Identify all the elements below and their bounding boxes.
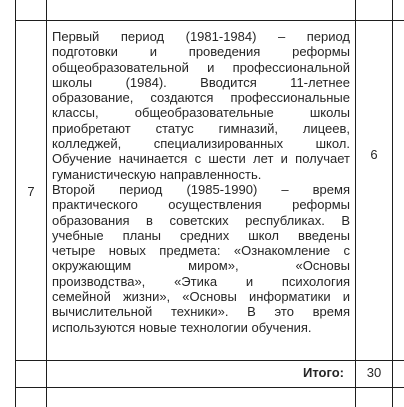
text-line: гуманистическую направленность. xyxy=(52,166,262,182)
text-line: подготовки и проведения реформы xyxy=(52,44,350,60)
total-label: Итого: xyxy=(303,365,344,380)
text-line: образования в советских республиках. В xyxy=(52,212,350,228)
table-border-bottom xyxy=(15,387,404,388)
text-line: семейной жизни», «Основы информатики и xyxy=(52,289,350,305)
text-line: колледжей, специализированных школ. xyxy=(52,136,350,152)
text-line: окружающим миром», «Основы xyxy=(52,258,350,274)
table-column-divider xyxy=(46,0,47,407)
total-value: 30 xyxy=(366,365,382,380)
text-line: приобретают статус гимназий, лицеев, xyxy=(52,120,350,136)
text-line: общеобразовательной и профессиональной xyxy=(52,59,350,75)
text-line: практического осуществления реформы xyxy=(52,197,350,213)
text-line: школы (1984). Вводится 11-летнее xyxy=(52,74,350,90)
hours-value: 6 xyxy=(370,147,378,162)
text-line: используются новые технологии обучения. xyxy=(52,319,312,335)
text-line: Первый период (1981-1984) – период xyxy=(52,29,350,44)
text-line: учебные планы средних школ введены xyxy=(52,227,350,243)
table-border-right xyxy=(392,0,393,407)
text-line: Второй период (1985-1990) – время xyxy=(52,181,350,197)
content-cell xyxy=(52,29,350,335)
table-border-left xyxy=(15,0,16,407)
text-line: вычислительной техники». В это время xyxy=(52,304,350,320)
table-row-divider xyxy=(15,360,404,361)
text-line: классы, общеобразовательные школы xyxy=(52,105,350,121)
period-2-paragraph xyxy=(52,182,350,335)
text-line: образование, создаются профессиональные xyxy=(52,90,350,106)
text-line: Обучение начинается с шести лет и получает xyxy=(52,151,350,167)
text-line: четыре новых предмета: «Ознакомление с xyxy=(52,243,350,259)
row-number: 7 xyxy=(27,184,35,199)
table-column-divider xyxy=(355,0,356,407)
table-border-top xyxy=(15,20,404,21)
text-line: производства», «Этика и психология xyxy=(52,273,350,289)
period-1-paragraph xyxy=(52,29,350,182)
